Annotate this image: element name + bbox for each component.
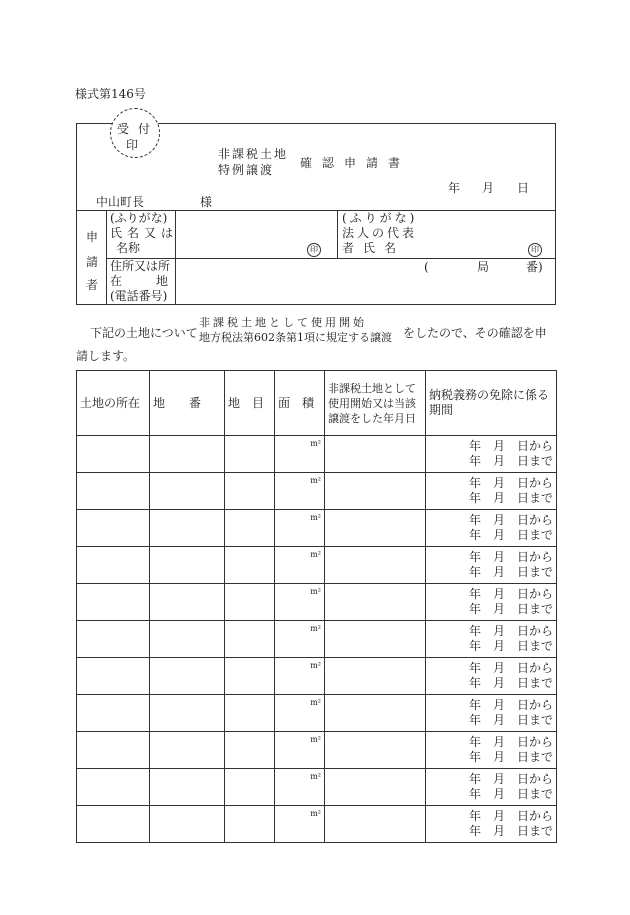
date-year: 年: [448, 181, 461, 195]
stamp-char-1: 受: [117, 122, 130, 136]
cell-start-date[interactable]: [325, 510, 426, 547]
cell-location[interactable]: [77, 732, 150, 769]
land-table-body: [77, 436, 557, 843]
period-to: 年 月 日まで: [468, 750, 553, 764]
period-to: 年 月 日まで: [468, 787, 553, 801]
applicant-label-divider: [175, 210, 176, 305]
cell-lot[interactable]: [150, 547, 225, 584]
cell-start-date[interactable]: [325, 436, 426, 473]
name-label-1: 氏名又は: [110, 226, 179, 240]
cell-area[interactable]: m²: [275, 510, 325, 547]
cell-location[interactable]: [77, 510, 150, 547]
phone-open-paren: (: [424, 260, 429, 274]
cell-start-date[interactable]: [325, 732, 426, 769]
cell-period[interactable]: [426, 547, 557, 584]
title-options: [218, 146, 288, 178]
cell-area[interactable]: m²: [275, 732, 325, 769]
table-row: [77, 510, 557, 547]
col-lot: 地 番: [150, 371, 225, 436]
period-from: 年 月 日から: [468, 513, 553, 527]
table-row: [77, 584, 557, 621]
addressee: 中山町長: [96, 195, 145, 209]
period-from: 年 月 日から: [468, 661, 553, 675]
cell-category[interactable]: [225, 547, 275, 584]
period-from: 年 月 日から: [468, 587, 553, 601]
cell-lot[interactable]: [150, 732, 225, 769]
cell-lot[interactable]: [150, 473, 225, 510]
cell-start-date[interactable]: [325, 584, 426, 621]
table-header-row: [77, 371, 557, 436]
cell-location[interactable]: [77, 658, 150, 695]
cell-lot[interactable]: [150, 658, 225, 695]
cell-category[interactable]: [225, 473, 275, 510]
period-from: 年 月 日から: [468, 772, 553, 786]
name-label-2-wrap: [110, 241, 172, 256]
applicant-side-2: 請: [86, 255, 99, 269]
body-lead: 下記の土地について: [90, 326, 198, 340]
cell-period[interactable]: [426, 806, 557, 843]
cell-area[interactable]: m²: [275, 621, 325, 658]
name-label-2-text: 名称: [116, 241, 141, 255]
period-to: 年 月 日まで: [468, 565, 553, 579]
period-to: 年 月 日まで: [468, 639, 553, 653]
cell-lot[interactable]: [150, 436, 225, 473]
cell-area[interactable]: m²: [275, 547, 325, 584]
name-furigana-label: (ふりがな): [110, 211, 168, 225]
period-from: 年 月 日から: [468, 550, 553, 564]
body-line-2: 請します。: [76, 349, 136, 363]
cell-category[interactable]: [225, 584, 275, 621]
table-row: [77, 806, 557, 843]
cell-period[interactable]: [426, 732, 557, 769]
table-row: [77, 473, 557, 510]
col-period: 納税義務の免除に係る期間: [426, 371, 557, 436]
cell-location[interactable]: [77, 584, 150, 621]
table-row: [77, 547, 557, 584]
cell-area[interactable]: m²: [275, 584, 325, 621]
col-area: 面 積: [275, 371, 325, 436]
title-option-1: 非課税土地: [218, 147, 289, 161]
cell-start-date[interactable]: [325, 695, 426, 732]
table-row: [77, 732, 557, 769]
phone-number-label: 番): [526, 260, 543, 274]
form-number: 様式第146号: [75, 87, 146, 101]
cell-period[interactable]: [426, 510, 557, 547]
rep-label-2: 者氏名: [342, 241, 406, 255]
cell-start-date[interactable]: [325, 769, 426, 806]
col-category: 地 目: [225, 371, 275, 436]
cell-area[interactable]: m²: [275, 769, 325, 806]
body-tail: をしたので、その確認を申: [403, 326, 547, 340]
rep-label-1: 法人の代表: [342, 226, 418, 240]
cell-lot[interactable]: [150, 769, 225, 806]
cell-start-date[interactable]: [325, 473, 426, 510]
cell-period[interactable]: [426, 621, 557, 658]
applicant-side-divider: [106, 210, 107, 305]
address-label-2: 在地: [110, 274, 203, 288]
land-table: [76, 370, 557, 843]
date-day: 日: [517, 181, 530, 195]
col-start-date: 非課税土地として使用開始又は当該譲渡をした年月日: [325, 371, 426, 436]
cell-start-date[interactable]: [325, 547, 426, 584]
cell-location[interactable]: [77, 547, 150, 584]
page-title: 確認申請書: [300, 156, 411, 170]
body-option-1: 非課税土地として使用開始: [199, 316, 367, 329]
rep-seal-icon: 印: [528, 243, 542, 257]
phone-bureau-label: 局: [477, 260, 490, 274]
table-row: [77, 769, 557, 806]
cell-area[interactable]: m²: [275, 436, 325, 473]
applicant-rep-divider: [337, 210, 338, 258]
name-label-2: [110, 241, 172, 256]
address-label-1: 住所又は所: [110, 259, 171, 273]
body-option-2: 地方税法第602条第1項に規定する譲渡: [199, 331, 392, 344]
cell-location[interactable]: [77, 806, 150, 843]
address-label-3: (電話番号): [110, 289, 168, 303]
period-from: 年 月 日から: [468, 809, 553, 823]
rep-furigana-label: (ふりがな): [342, 211, 418, 225]
seal-icon: 印: [307, 243, 321, 257]
applicant-side-1: 申: [86, 230, 99, 244]
cell-lot[interactable]: [150, 510, 225, 547]
period-to: 年 月 日まで: [468, 824, 553, 838]
cell-lot[interactable]: [150, 695, 225, 732]
period-from: 年 月 日から: [468, 624, 553, 638]
cell-lot[interactable]: [150, 584, 225, 621]
cell-start-date[interactable]: [325, 621, 426, 658]
cell-category[interactable]: [225, 732, 275, 769]
cell-period[interactable]: [426, 584, 557, 621]
cell-area[interactable]: m²: [275, 695, 325, 732]
stamp-char-2: 付: [138, 122, 151, 136]
cell-category[interactable]: [225, 621, 275, 658]
title-option-2: 特例譲渡: [218, 163, 275, 177]
reception-stamp: [110, 108, 160, 158]
cell-lot[interactable]: [150, 621, 225, 658]
honorific: 様: [200, 195, 213, 209]
cell-period[interactable]: [426, 436, 557, 473]
period-to: 年 月 日まで: [468, 713, 553, 727]
cell-location[interactable]: [77, 473, 150, 510]
cell-period[interactable]: [426, 473, 557, 510]
cell-category[interactable]: [225, 695, 275, 732]
cell-location[interactable]: [77, 436, 150, 473]
cell-area[interactable]: m²: [275, 806, 325, 843]
period-to: 年 月 日まで: [468, 454, 553, 468]
cell-period[interactable]: [426, 658, 557, 695]
cell-area[interactable]: m²: [275, 473, 325, 510]
period-to: 年 月 日まで: [468, 602, 553, 616]
cell-area[interactable]: m²: [275, 658, 325, 695]
cell-start-date[interactable]: [325, 806, 426, 843]
period-from: 年 月 日から: [468, 439, 553, 453]
date-month: 月: [482, 181, 495, 195]
applicant-side-3: 者: [86, 278, 99, 292]
cell-period[interactable]: [426, 769, 557, 806]
cell-lot[interactable]: [150, 806, 225, 843]
period-to: 年 月 日まで: [468, 491, 553, 505]
period-to: 年 月 日まで: [468, 528, 553, 542]
cell-category[interactable]: [225, 510, 275, 547]
cell-category[interactable]: [225, 658, 275, 695]
table-row: [77, 621, 557, 658]
cell-location[interactable]: [77, 621, 150, 658]
period-from: 年 月 日から: [468, 698, 553, 712]
cell-location[interactable]: [77, 695, 150, 732]
period-to: 年 月 日まで: [468, 676, 553, 690]
table-row: [77, 436, 557, 473]
cell-location[interactable]: [77, 769, 150, 806]
applicant-mid-line: [106, 258, 556, 259]
cell-start-date[interactable]: [325, 658, 426, 695]
cell-category[interactable]: [225, 769, 275, 806]
cell-category[interactable]: [225, 806, 275, 843]
cell-period[interactable]: [426, 695, 557, 732]
stamp-char-3: 印: [126, 138, 139, 152]
table-row: [77, 695, 557, 732]
col-location: 土地の所在: [77, 371, 150, 436]
table-row: [77, 658, 557, 695]
cell-category[interactable]: [225, 436, 275, 473]
period-from: 年 月 日から: [468, 735, 553, 749]
period-from: 年 月 日から: [468, 476, 553, 490]
